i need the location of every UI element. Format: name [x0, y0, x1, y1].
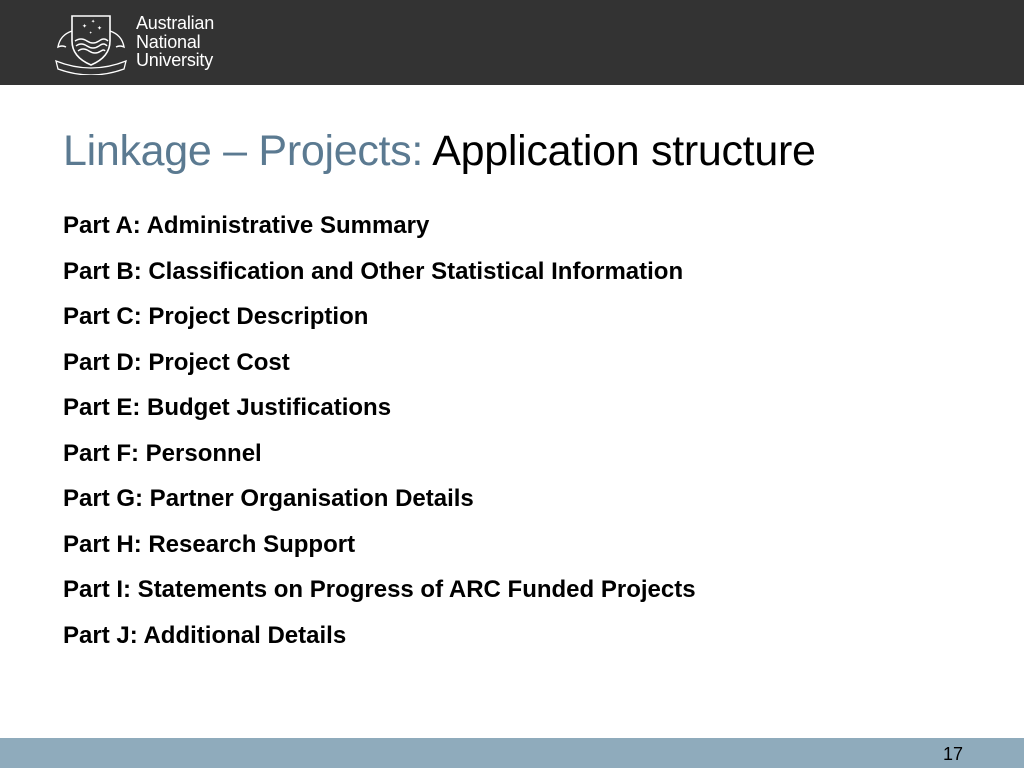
anu-crest-icon: [52, 11, 130, 75]
list-item-part-d: Part D: Project Cost: [63, 348, 290, 376]
list-item-part-j: Part J: Additional Details: [63, 621, 347, 649]
logo-line-2: National: [136, 31, 201, 52]
svg-text:✦: ✦: [91, 19, 96, 25]
logo-line-1: Australian: [136, 13, 215, 33]
list-item-part-c: Part C: Project Description: [63, 303, 369, 330]
logo-line-3: University: [136, 50, 214, 70]
anu-logo: [52, 11, 214, 75]
footer-bar: [0, 738, 1024, 768]
list-item-part-h: Part H: Research Support: [63, 530, 356, 558]
list-item-part-b: Part B: Classification and Other Statistical Information: [63, 257, 684, 285]
slide-title-prefix: Linkage – Projects:: [63, 127, 424, 175]
list-item-part-g: Part G: Partner Organisation Details: [63, 485, 474, 512]
anu-logo-text: [136, 14, 214, 70]
header-bar: [0, 0, 1024, 85]
svg-text:✦: ✦: [97, 25, 103, 32]
application-parts-list: [63, 203, 696, 658]
list-item-part-i: Part I: Statements on Progress of ARC Funded Projects: [63, 576, 696, 603]
svg-text:✦: ✦: [89, 30, 93, 35]
list-item-part-e: Part E: Budget Justifications: [63, 394, 392, 421]
list-item-part-f: Part F: Personnel: [63, 439, 262, 467]
slide-title: [63, 124, 816, 178]
svg-text:✦: ✦: [82, 23, 88, 30]
slide-title-suffix: Application structure: [432, 127, 816, 175]
page-number: 17: [942, 744, 963, 764]
list-item-part-a: Part A: Administrative Summary: [63, 212, 430, 239]
